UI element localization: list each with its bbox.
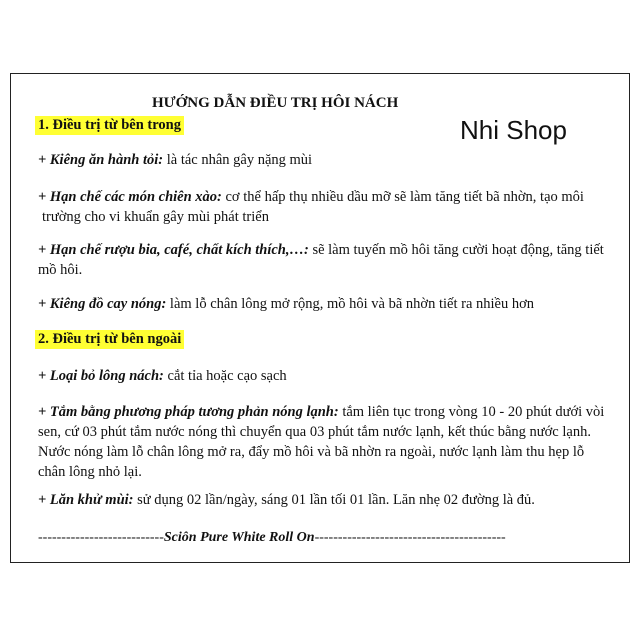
- document-title: HƯỚNG DẪN ĐIỀU TRỊ HÔI NÁCH: [152, 95, 399, 111]
- item-text-continued: trường cho vi khuẩn gây mùi phát triển: [42, 209, 269, 225]
- footer-dashes-right: -----------------------------------------: [314, 530, 506, 545]
- shop-name: Nhi Shop: [460, 115, 567, 145]
- item-text: cơ thể hấp thụ nhiều dầu mỡ sẽ làm tăng tiết bã nhờn, tạo môi: [221, 189, 584, 205]
- item-head: + Kiêng đồ cay nóng:: [38, 296, 167, 312]
- item-text: cắt tỉa hoặc cạo sạch: [163, 368, 287, 384]
- item-head: + Hạn chế các món chiên xào:: [38, 189, 222, 205]
- item-head: + Hạn chế rượu bia, café, chất kích thích,…:: [38, 242, 309, 258]
- item-head: + Lăn khử mùi:: [38, 492, 134, 508]
- item-head: + Kiêng ăn hành tỏi:: [38, 152, 164, 168]
- list-item: [38, 490, 608, 510]
- list-item: [38, 366, 608, 386]
- list-item: [38, 294, 608, 314]
- section-heading-outside: 2. Điều trị từ bên ngoài: [35, 330, 184, 349]
- product-footer: [38, 530, 506, 546]
- section-heading-inside: 1. Điều trị từ bên trong: [35, 116, 184, 135]
- item-head: + Loại bỏ lông nách:: [38, 368, 164, 384]
- footer-dashes-left: ---------------------------: [38, 530, 164, 545]
- item-text: làm lỗ chân lông mở rộng, mồ hôi và bã nhờn tiết ra nhiều hơn: [166, 296, 535, 312]
- list-item: [38, 240, 608, 280]
- item-text: sẽ làm tuyến mồ hôi tăng cười hoạt động, tăng tiết mồ hôi.: [38, 242, 604, 278]
- item-head: + Tắm bằng phương pháp tương phản nóng lạnh:: [38, 404, 339, 420]
- list-item: [38, 402, 608, 482]
- item-text: tắm liên tục trong vòng 10 - 20 phút dưới vòi sen, cứ 03 phút tắm nước nóng thì chuyển qua 03 phút tắm nước lạnh, kết thúc bằng nước lạnh. Nước nóng làm lỗ chân lông mở ra, đẩy mồ hôi và bã nhờn ra ngoài, nước lạnh làm thu hẹp lỗ chân lông nhỏ lại.: [38, 404, 605, 480]
- list-item: [38, 150, 608, 170]
- list-item: [38, 187, 608, 227]
- footer-product-name: Sciôn Pure White Roll On: [163, 530, 315, 545]
- item-text: là tác nhân gây nặng mùi: [163, 152, 313, 168]
- item-text: sử dụng 02 lần/ngày, sáng 01 lần tối 01 lần. Lăn nhẹ 02 đường là đủ.: [133, 492, 535, 508]
